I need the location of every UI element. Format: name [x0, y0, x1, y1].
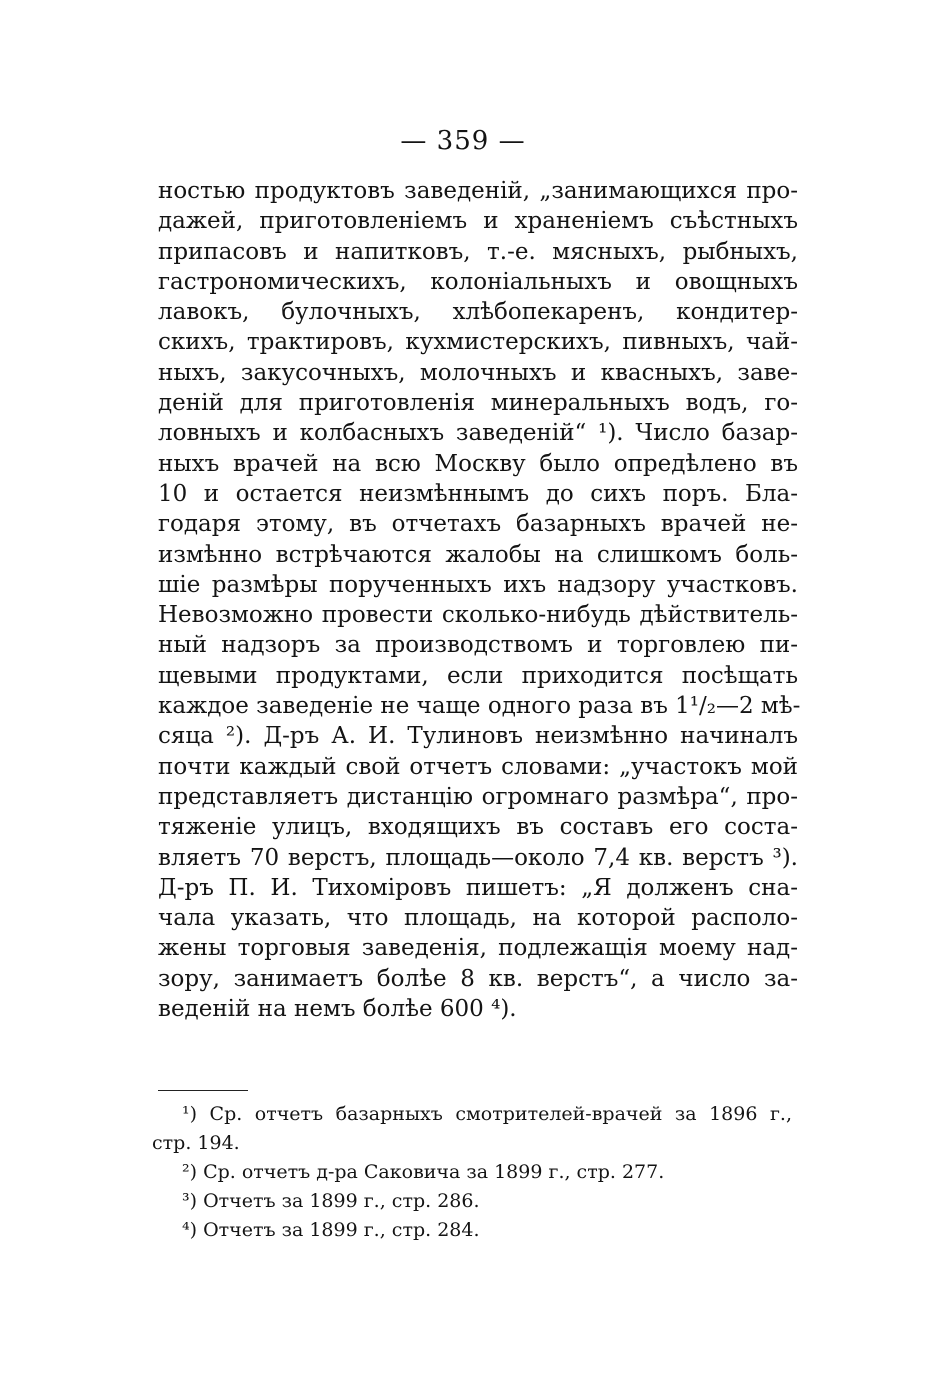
body-line: припасовъ и напитковъ, т.-е. мясныхъ, рыбныхъ,	[158, 238, 798, 265]
body-line: дажей, приготовленіемъ и храненіемъ съѣстныхъ	[158, 208, 798, 235]
body-line: щевыми продуктами, если приходится посѣщать	[158, 662, 798, 689]
body-line: годаря этому, въ отчетахъ базарныхъ врачей не-	[158, 511, 798, 538]
body-line: лавокъ, булочныхъ, хлѣбопекаренъ, кондитер-	[158, 299, 798, 326]
body-line: представляетъ дистанцію огромнаго размѣра“, про-	[158, 783, 798, 810]
body-line: ный надзоръ за производствомъ и торговлею пи-	[158, 632, 798, 659]
body-line: ностью продуктовъ заведеній, „занимающихся про-	[158, 178, 798, 204]
body-line: каждое заведеніе не чаще одного раза въ 1¹/₂—2 мѣ-	[158, 693, 801, 720]
footnote-1-continuation: стр. 194.	[152, 1132, 240, 1154]
body-line: веденій на немъ болѣе 600 ⁴).	[158, 996, 517, 1023]
footnote-1: ¹) Ср. отчетъ базарныхъ смотрителей-врачей за 1896 г.,	[182, 1103, 792, 1125]
body-line: тяженіе улицъ, входящихъ въ составъ его соста-	[158, 814, 798, 841]
body-line: гастрономическихъ, колоніальныхъ и овощныхъ	[158, 268, 798, 295]
page-number: — 359 —	[400, 126, 526, 156]
body-line: зору, занимаетъ болѣе 8 кв. верстъ“, а число за-	[158, 965, 798, 992]
body-line: сяца ²). Д-ръ А. И. Тулиновъ неизмѣнно начиналъ	[158, 723, 798, 750]
body-line: скихъ, трактировъ, кухмистерскихъ, пивныхъ, чай-	[158, 329, 798, 356]
body-line: 10 и остается неизмѣннымъ до сихъ поръ. Бла-	[158, 480, 798, 507]
body-line: ныхъ врачей на всю Москву было опредѣлено въ	[158, 450, 798, 477]
footnotes	[152, 1100, 792, 1245]
body-line: Д-ръ П. И. Тихоміровъ пишетъ: „Я долженъ сна-	[158, 874, 798, 901]
footnote-2: ²) Ср. отчетъ д-ра Саковича за 1899 г., стр. 277.	[182, 1161, 665, 1183]
body-line: шіе размѣры порученныхъ ихъ надзору участковъ.	[158, 571, 798, 598]
body-line: Невозможно провести сколько-нибудь дѣйствитель-	[158, 602, 798, 629]
footnote-3: ³) Отчетъ за 1899 г., стр. 286.	[182, 1190, 480, 1212]
footnote-4: ⁴) Отчетъ за 1899 г., стр. 284.	[182, 1219, 480, 1241]
body-line: измѣнно встрѣчаются жалобы на слишкомъ боль-	[158, 541, 798, 568]
body-line: ныхъ, закусочныхъ, молочныхъ и квасныхъ, заве-	[158, 359, 798, 386]
body-line: вляетъ 70 верстъ, площадь—около 7,4 кв. верстъ ³).	[158, 844, 798, 871]
body-text	[158, 176, 801, 1024]
body-line: жены торговыя заведенія, подлежащія моему над-	[158, 935, 798, 962]
body-line: ловныхъ и колбасныхъ заведеній“ ¹). Число базар-	[158, 420, 798, 447]
footnote-divider	[158, 1090, 248, 1091]
body-line: чала указать, что площадь, на которой располо-	[158, 905, 798, 932]
body-line: почти каждый свой отчетъ словами: „участокъ мой	[158, 753, 798, 780]
body-line: деній для приготовленія минеральныхъ водъ, го-	[158, 390, 798, 417]
